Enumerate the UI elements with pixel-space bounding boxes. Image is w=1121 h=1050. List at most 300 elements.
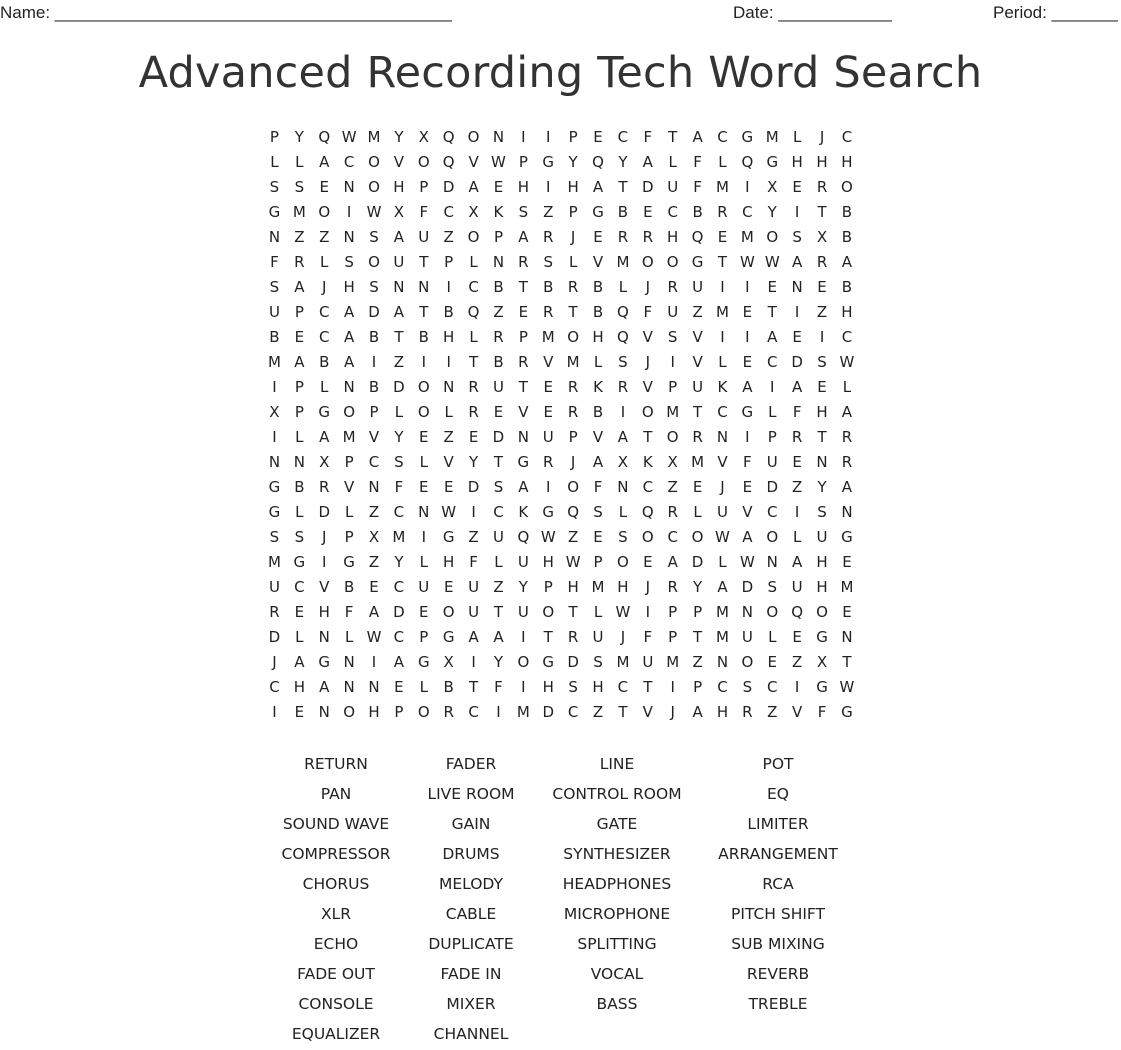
grid-letter[interactable]: N [268, 452, 281, 471]
grid-letter[interactable]: A [742, 377, 753, 396]
grid-letter[interactable]: P [568, 202, 578, 221]
grid-letter[interactable]: J [645, 352, 651, 371]
grid-letter[interactable]: O [417, 152, 430, 171]
grid-letter[interactable]: C [767, 502, 778, 521]
grid-letter[interactable]: A [493, 627, 504, 646]
grid-letter[interactable]: L [792, 527, 802, 546]
grid-letter[interactable]: S [792, 227, 802, 246]
grid-letter[interactable]: O [641, 527, 654, 546]
grid-letter[interactable]: P [344, 452, 354, 471]
grid-letter[interactable]: U [642, 652, 654, 671]
grid-letter[interactable]: A [792, 552, 803, 571]
grid-letter[interactable]: Z [443, 227, 454, 246]
grid-letter[interactable]: A [343, 327, 355, 346]
grid-letter[interactable]: B [692, 202, 703, 221]
grid-letter[interactable]: L [718, 152, 727, 171]
grid-letter[interactable]: E [319, 177, 329, 196]
grid-letter[interactable]: N [268, 227, 281, 246]
grid-letter[interactable]: I [521, 677, 526, 696]
grid-letter[interactable]: Z [792, 652, 803, 671]
grid-letter[interactable]: U [492, 527, 504, 546]
grid-letter[interactable]: Y [493, 652, 504, 671]
grid-letter[interactable]: E [767, 652, 777, 671]
grid-letter[interactable]: A [518, 227, 529, 246]
grid-letter[interactable]: J [322, 527, 327, 546]
grid-letter[interactable]: V [692, 352, 703, 371]
grid-letter[interactable]: G [841, 702, 853, 721]
grid-letter[interactable]: S [593, 502, 603, 521]
grid-letter[interactable]: O [368, 152, 380, 171]
grid-letter[interactable]: O [467, 227, 480, 246]
grid-letter[interactable]: A [294, 277, 305, 296]
grid-letter[interactable]: P [294, 377, 304, 396]
grid-letter[interactable]: D [741, 577, 754, 596]
grid-letter[interactable]: A [368, 602, 380, 621]
grid-letter[interactable]: G [318, 652, 331, 671]
grid-letter[interactable]: M [691, 452, 705, 471]
grid-letter[interactable]: M [267, 352, 281, 371]
grid-letter[interactable]: B [269, 327, 280, 346]
grid-letter[interactable]: R [443, 702, 454, 721]
grid-letter[interactable]: U [517, 602, 529, 621]
grid-letter[interactable]: M [716, 177, 729, 196]
grid-letter[interactable]: W [715, 527, 730, 546]
grid-letter[interactable]: F [693, 152, 702, 171]
grid-letter[interactable]: L [618, 277, 628, 296]
grid-letter[interactable]: S [394, 452, 404, 471]
grid-letter[interactable]: G [293, 552, 306, 571]
grid-letter[interactable]: I [794, 202, 800, 221]
grid-letter[interactable]: V [518, 402, 529, 421]
grid-letter[interactable]: K [593, 377, 603, 396]
grid-letter[interactable]: B [443, 302, 454, 321]
grid-letter[interactable]: H [567, 577, 579, 596]
grid-letter[interactable]: L [593, 352, 603, 371]
grid-letter[interactable]: H [716, 702, 729, 721]
grid-letter[interactable]: T [518, 377, 528, 396]
grid-letter[interactable]: A [692, 127, 703, 146]
grid-letter[interactable]: P [668, 627, 678, 646]
grid-letter[interactable]: V [543, 352, 554, 371]
grid-letter[interactable]: A [767, 327, 778, 346]
grid-letter[interactable]: C [343, 152, 355, 171]
grid-letter[interactable]: S [369, 227, 379, 246]
grid-letter[interactable]: G [268, 202, 281, 221]
grid-letter[interactable]: Y [518, 577, 528, 596]
grid-letter[interactable]: C [841, 327, 853, 346]
grid-letter[interactable]: W [366, 202, 382, 221]
grid-letter[interactable]: H [816, 577, 828, 596]
grid-letter[interactable]: I [496, 702, 501, 721]
grid-letter[interactable]: A [692, 702, 703, 721]
grid-letter[interactable]: O [567, 327, 580, 346]
grid-letter[interactable]: E [717, 227, 728, 246]
grid-letter[interactable]: L [295, 152, 304, 171]
grid-letter[interactable]: E [792, 327, 802, 346]
grid-letter[interactable]: C [567, 702, 579, 721]
grid-letter[interactable]: J [570, 227, 576, 246]
grid-letter[interactable]: L [295, 627, 304, 646]
grid-letter[interactable]: O [318, 202, 331, 221]
grid-letter[interactable]: R [567, 277, 579, 296]
grid-letter[interactable]: G [343, 552, 355, 571]
grid-letter[interactable]: V [368, 427, 380, 446]
grid-letter[interactable]: F [494, 677, 503, 696]
grid-letter[interactable]: L [668, 152, 677, 171]
grid-letter[interactable]: R [816, 177, 828, 196]
grid-letter[interactable]: M [666, 652, 680, 671]
grid-letter[interactable]: C [393, 577, 405, 596]
grid-letter[interactable]: K [493, 202, 504, 221]
grid-letter[interactable]: N [517, 427, 529, 446]
grid-letter[interactable]: N [766, 552, 778, 571]
grid-letter[interactable]: I [322, 552, 327, 571]
grid-letter[interactable]: L [344, 502, 354, 521]
grid-letter[interactable]: I [794, 677, 800, 696]
grid-letter[interactable]: O [567, 477, 580, 496]
grid-letter[interactable]: A [592, 177, 604, 196]
grid-letter[interactable]: O [766, 227, 779, 246]
grid-letter[interactable]: O [766, 602, 779, 621]
grid-letter[interactable]: F [344, 602, 354, 621]
grid-letter[interactable]: Z [667, 477, 678, 496]
grid-letter[interactable]: V [592, 427, 604, 446]
grid-letter[interactable]: F [394, 477, 404, 496]
grid-letter[interactable]: L [693, 502, 702, 521]
grid-letter[interactable]: M [541, 327, 555, 346]
grid-letter[interactable]: W [839, 677, 855, 696]
grid-letter[interactable]: J [819, 127, 825, 146]
grid-letter[interactable]: F [743, 452, 752, 471]
grid-letter[interactable]: T [468, 352, 479, 371]
grid-letter[interactable]: U [468, 577, 480, 596]
grid-letter[interactable]: V [642, 377, 653, 396]
grid-letter[interactable]: M [616, 652, 630, 671]
grid-letter[interactable]: A [319, 427, 330, 446]
grid-letter[interactable]: E [792, 177, 802, 196]
grid-letter[interactable]: Z [592, 702, 604, 721]
grid-letter[interactable]: H [841, 152, 853, 171]
grid-letter[interactable]: U [692, 377, 704, 396]
grid-letter[interactable]: Y [394, 127, 404, 146]
grid-letter[interactable]: D [318, 502, 330, 521]
grid-letter[interactable]: E [692, 477, 703, 496]
grid-letter[interactable]: Q [592, 152, 604, 171]
grid-letter[interactable]: Q [617, 302, 629, 321]
grid-letter[interactable]: E [817, 277, 827, 296]
grid-letter[interactable]: X [319, 452, 330, 471]
grid-letter[interactable]: L [792, 127, 802, 146]
grid-letter[interactable]: O [417, 377, 430, 396]
grid-letter[interactable]: O [417, 402, 430, 421]
grid-letter[interactable]: P [693, 602, 703, 621]
grid-letter[interactable]: E [792, 452, 802, 471]
grid-letter[interactable]: I [272, 427, 277, 446]
grid-letter[interactable]: R [692, 427, 703, 446]
grid-letter[interactable]: B [617, 202, 629, 221]
grid-letter[interactable]: T [643, 427, 653, 446]
grid-letter[interactable]: M [616, 252, 630, 271]
grid-letter[interactable]: L [419, 677, 428, 696]
grid-letter[interactable]: Y [618, 152, 628, 171]
grid-letter[interactable]: P [369, 402, 379, 421]
grid-letter[interactable]: C [667, 527, 678, 546]
grid-letter[interactable]: E [842, 602, 852, 621]
grid-letter[interactable]: E [294, 702, 305, 721]
grid-letter[interactable]: J [620, 627, 626, 646]
grid-letter[interactable]: U [268, 302, 280, 321]
grid-letter[interactable]: E [518, 302, 529, 321]
grid-letter[interactable]: P [668, 602, 678, 621]
grid-letter[interactable]: B [443, 677, 454, 696]
grid-letter[interactable]: N [841, 502, 853, 521]
grid-letter[interactable]: I [446, 277, 451, 296]
grid-letter[interactable]: N [343, 227, 355, 246]
grid-letter[interactable]: S [294, 177, 305, 196]
grid-letter[interactable]: R [543, 227, 554, 246]
grid-letter[interactable]: T [618, 702, 628, 721]
grid-letter[interactable]: P [767, 427, 777, 446]
grid-letter[interactable]: F [643, 127, 653, 146]
grid-letter[interactable]: H [368, 702, 380, 721]
grid-letter[interactable]: S [667, 327, 678, 346]
grid-letter[interactable]: O [641, 402, 654, 421]
grid-letter[interactable]: G [417, 652, 430, 671]
grid-letter[interactable]: U [716, 502, 728, 521]
grid-letter[interactable]: D [791, 352, 803, 371]
grid-letter[interactable]: W [491, 152, 506, 171]
grid-letter[interactable]: F [643, 302, 653, 321]
grid-letter[interactable]: N [318, 627, 330, 646]
grid-letter[interactable]: H [592, 327, 604, 346]
grid-letter[interactable]: Z [319, 227, 330, 246]
grid-letter[interactable]: M [566, 352, 580, 371]
grid-letter[interactable]: P [568, 427, 578, 446]
grid-letter[interactable]: L [444, 402, 453, 421]
grid-letter[interactable]: H [841, 302, 853, 321]
grid-letter[interactable]: G [268, 477, 281, 496]
grid-letter[interactable]: U [791, 577, 803, 596]
grid-letter[interactable]: T [568, 602, 578, 621]
grid-letter[interactable]: H [816, 402, 828, 421]
grid-letter[interactable]: E [468, 427, 479, 446]
grid-letter[interactable]: A [294, 652, 305, 671]
grid-letter[interactable]: F [817, 702, 827, 721]
grid-letter[interactable]: F [643, 627, 653, 646]
grid-letter[interactable]: T [693, 627, 703, 646]
grid-letter[interactable]: U [667, 177, 679, 196]
grid-letter[interactable]: L [394, 402, 404, 421]
grid-letter[interactable]: R [816, 252, 828, 271]
grid-letter[interactable]: H [816, 552, 828, 571]
grid-letter[interactable]: B [493, 277, 504, 296]
grid-letter[interactable]: L [618, 502, 628, 521]
grid-letter[interactable]: M [716, 627, 729, 646]
grid-letter[interactable]: R [841, 452, 853, 471]
grid-letter[interactable]: B [592, 277, 604, 296]
grid-letter[interactable]: R [791, 427, 803, 446]
grid-letter[interactable]: C [318, 302, 330, 321]
grid-letter[interactable]: E [817, 377, 827, 396]
grid-letter[interactable]: P [593, 552, 603, 571]
grid-letter[interactable]: E [419, 427, 429, 446]
grid-letter[interactable]: N [791, 277, 803, 296]
grid-letter[interactable]: C [642, 477, 654, 496]
grid-letter[interactable]: R [617, 377, 629, 396]
grid-letter[interactable]: V [642, 702, 653, 721]
grid-letter[interactable]: O [766, 527, 779, 546]
grid-letter[interactable]: V [742, 502, 753, 521]
grid-letter[interactable]: C [269, 677, 280, 696]
grid-letter[interactable]: R [617, 227, 629, 246]
grid-letter[interactable]: M [292, 202, 306, 221]
grid-letter[interactable]: V [717, 452, 728, 471]
grid-letter[interactable]: T [817, 427, 827, 446]
grid-letter[interactable]: O [666, 252, 679, 271]
grid-letter[interactable]: I [346, 202, 352, 221]
grid-letter[interactable]: X [816, 227, 828, 246]
grid-letter[interactable]: A [518, 477, 529, 496]
grid-letter[interactable]: A [642, 152, 653, 171]
grid-letter[interactable]: B [841, 277, 853, 296]
grid-letter[interactable]: R [543, 302, 554, 321]
grid-letter[interactable]: P [493, 227, 503, 246]
grid-letter[interactable]: M [740, 227, 754, 246]
grid-letter[interactable]: Z [393, 352, 405, 371]
grid-letter[interactable]: Z [493, 302, 504, 321]
grid-letter[interactable]: C [617, 677, 629, 696]
grid-letter[interactable]: F [593, 477, 603, 496]
grid-letter[interactable]: R [567, 627, 579, 646]
grid-letter[interactable]: H [343, 277, 355, 296]
grid-letter[interactable]: E [419, 602, 429, 621]
grid-letter[interactable]: B [592, 302, 604, 321]
grid-letter[interactable]: X [468, 202, 479, 221]
name-field[interactable]: Name: __________________________________________ [0, 3, 452, 22]
grid-letter[interactable]: W [366, 627, 382, 646]
grid-letter[interactable]: H [667, 227, 679, 246]
grid-letter[interactable]: Q [442, 152, 455, 171]
grid-letter[interactable]: I [471, 652, 476, 671]
grid-letter[interactable]: Q [467, 302, 480, 321]
grid-letter[interactable]: N [443, 377, 455, 396]
grid-letter[interactable]: C [443, 202, 454, 221]
grid-letter[interactable]: M [516, 702, 530, 721]
grid-letter[interactable]: P [668, 377, 678, 396]
grid-letter[interactable]: I [645, 602, 651, 621]
date-field[interactable]: Date: ____________ [733, 3, 892, 22]
grid-letter[interactable]: R [841, 427, 853, 446]
grid-letter[interactable]: S [269, 527, 280, 546]
grid-letter[interactable]: E [643, 202, 653, 221]
grid-letter[interactable]: Z [468, 527, 479, 546]
grid-letter[interactable]: U [741, 627, 753, 646]
grid-letter[interactable]: H [791, 152, 803, 171]
grid-letter[interactable]: O [343, 702, 356, 721]
grid-letter[interactable]: Q [567, 502, 580, 521]
grid-letter[interactable]: R [518, 352, 529, 371]
grid-letter[interactable]: O [641, 252, 654, 271]
grid-letter[interactable]: E [443, 477, 454, 496]
grid-letter[interactable]: O [368, 177, 380, 196]
grid-letter[interactable]: Q [318, 127, 331, 146]
grid-letter[interactable]: J [272, 652, 277, 671]
grid-letter[interactable]: M [367, 127, 381, 146]
grid-letter[interactable]: E [593, 527, 603, 546]
grid-letter[interactable]: T [543, 627, 553, 646]
grid-letter[interactable]: J [570, 452, 576, 471]
grid-letter[interactable]: D [467, 477, 480, 496]
grid-letter[interactable]: G [841, 527, 853, 546]
grid-letter[interactable]: O [417, 702, 430, 721]
grid-letter[interactable]: Z [767, 702, 778, 721]
grid-letter[interactable]: U [517, 552, 529, 571]
grid-letter[interactable]: S [568, 677, 578, 696]
grid-letter[interactable]: D [268, 627, 281, 646]
grid-letter[interactable]: M [716, 602, 729, 621]
grid-letter[interactable]: M [666, 402, 680, 421]
grid-letter[interactable]: V [343, 477, 355, 496]
grid-letter[interactable]: C [468, 277, 479, 296]
grid-letter[interactable]: S [269, 177, 280, 196]
grid-letter[interactable]: O [542, 602, 555, 621]
grid-letter[interactable]: F [419, 202, 429, 221]
grid-letter[interactable]: I [745, 327, 750, 346]
grid-letter[interactable]: B [493, 352, 504, 371]
grid-letter[interactable]: O [368, 252, 380, 271]
grid-letter[interactable]: D [542, 702, 555, 721]
grid-letter[interactable]: M [342, 427, 356, 446]
grid-letter[interactable]: D [492, 427, 505, 446]
grid-letter[interactable]: I [819, 327, 825, 346]
grid-letter[interactable]: L [768, 627, 777, 646]
grid-letter[interactable]: L [344, 627, 354, 646]
grid-letter[interactable]: Z [567, 527, 579, 546]
grid-letter[interactable]: C [368, 452, 380, 471]
grid-letter[interactable]: U [418, 227, 430, 246]
grid-letter[interactable]: P [518, 152, 528, 171]
grid-letter[interactable]: Z [792, 477, 803, 496]
grid-letter[interactable]: T [817, 202, 827, 221]
grid-letter[interactable]: A [592, 452, 604, 471]
grid-letter[interactable]: T [668, 127, 678, 146]
grid-letter[interactable]: R [493, 327, 504, 346]
grid-letter[interactable]: E [369, 577, 379, 596]
grid-letter[interactable]: Z [493, 577, 504, 596]
grid-letter[interactable]: R [667, 277, 678, 296]
grid-letter[interactable]: V [468, 152, 479, 171]
grid-letter[interactable]: Q [517, 527, 530, 546]
grid-letter[interactable]: B [592, 402, 604, 421]
grid-letter[interactable]: O [841, 177, 853, 196]
grid-letter[interactable]: Q [442, 127, 455, 146]
grid-letter[interactable]: A [294, 352, 305, 371]
grid-letter[interactable]: A [319, 152, 330, 171]
grid-letter[interactable]: I [371, 352, 377, 371]
grid-letter[interactable]: L [718, 352, 727, 371]
grid-letter[interactable]: A [393, 302, 405, 321]
grid-letter[interactable]: N [492, 252, 505, 271]
grid-letter[interactable]: W [341, 127, 357, 146]
grid-letter[interactable]: A [717, 577, 728, 596]
grid-letter[interactable]: I [794, 302, 800, 321]
grid-letter[interactable]: C [717, 127, 728, 146]
grid-letter[interactable]: J [720, 477, 725, 496]
grid-letter[interactable]: A [841, 477, 853, 496]
grid-letter[interactable]: Y [817, 477, 827, 496]
grid-letter[interactable]: S [593, 652, 603, 671]
grid-letter[interactable]: Q [741, 152, 754, 171]
